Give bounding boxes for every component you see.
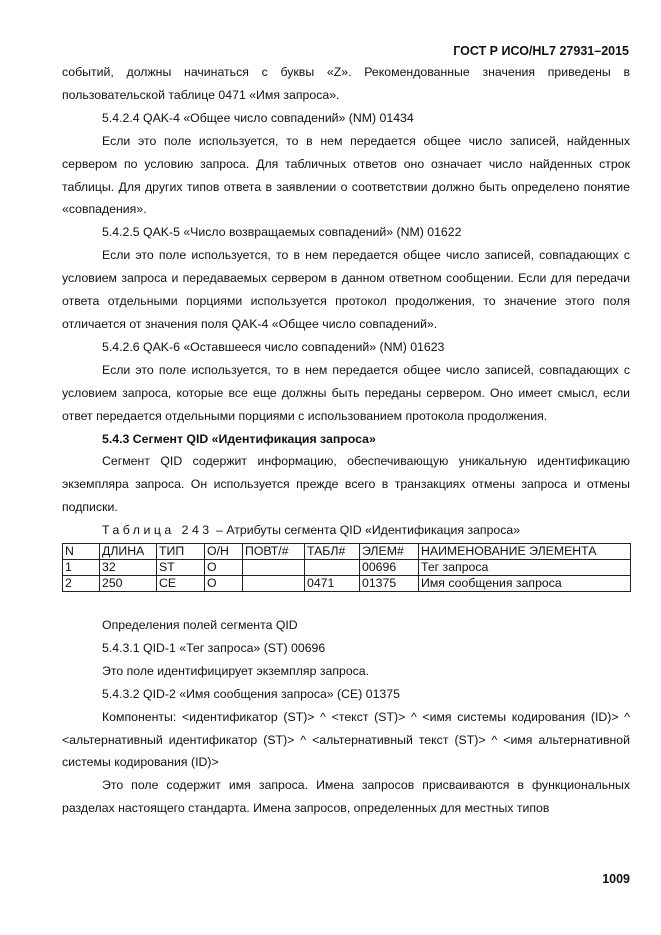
table-caption-label: Таблица 243 [102, 523, 213, 538]
table-cell: ST [157, 560, 205, 576]
paragraph: Это поле идентифицирует экземпляр запроса. [102, 663, 370, 678]
table-cell: 2 [63, 576, 100, 592]
section-heading: Определения полей сегмента QID [102, 618, 298, 633]
section-title: 5.4.3 Сегмент QID «Идентификация запроса» [102, 431, 376, 446]
table-header-row [63, 544, 631, 560]
table-cell: Тег запроса [419, 560, 631, 576]
paragraph: Компоненты: <идентификатор (ST)> ^ <текст (ST)> ^ <имя системы кодирования (ID)> ^ <альтернативный идентификатор (ST)> ^ <альтернативный текст (ST)> ^ <имя альтернативной системы кодирования (ID)> [62, 709, 630, 770]
paragraph: Если это поле используется, то в нем передается общее число записей, найденных сервером по условию запроса. Для табличных ответов оно означает число найденных строк таблицы. Для других типов ответа в заявлении о соответствии должно быть определено понятие «совпадения». [62, 133, 630, 217]
section-heading: 5.4.2.4 QAK-4 «Общее число совпадений» (NM) 01434 [102, 110, 414, 125]
table-cell: 1 [63, 560, 100, 576]
paragraph: событий, должны начинаться с буквы «Z». Рекомендованные значения приведены в пользовательской таблице 0471 «Имя запроса». [62, 65, 630, 102]
paragraph: Если это поле используется, то в нем передается общее число записей, совпадающих с условием запроса и передаваемых сервером в данном ответном сообщении. Если для передачи ответа отдельными порциями используется протокол продолжения, то значение этого поля отличается от значения поля QAK-4 «Общее число совпадений». [62, 248, 630, 331]
table-caption [62, 519, 630, 542]
table-cell: Имя сообщения запроса [419, 576, 631, 592]
column-header: ТАБЛ# [305, 544, 360, 560]
table-cell: 0471 [305, 576, 360, 592]
page-number: 1009 [602, 872, 630, 886]
table-cell: О [205, 560, 243, 576]
table-cell [305, 560, 360, 576]
section-heading: 5.4.3.2 QID-2 «Имя сообщения запроса» (CE) 01375 [102, 686, 400, 701]
column-header: N [63, 544, 100, 560]
section-heading: 5.4.2.6 QAK-6 «Оставшееся число совпадений» (NM) 01623 [102, 339, 445, 354]
table-cell [243, 576, 305, 592]
column-header: ТИП [157, 544, 205, 560]
table-cell: 32 [100, 560, 157, 576]
running-header: ГОСТ Р ИСО/HL7 27931–2015 [453, 44, 629, 58]
attributes-table [62, 543, 631, 592]
page-body [62, 61, 630, 820]
column-header: НАИМЕНОВАНИЕ ЭЛЕМЕНТА [419, 544, 631, 560]
table-row [63, 576, 631, 592]
paragraph: Если это поле используется, то в нем передается общее число записей, совпадающих с условием запроса, которые все еще должны быть переданы сервером. Оно имеет смысл, если ответ передается отдельными порциями с использованием протокола продолжения. [62, 362, 630, 423]
column-header: ПОВТ/# [243, 544, 305, 560]
table-cell: 01375 [360, 576, 419, 592]
column-header: ДЛИНА [100, 544, 157, 560]
table-cell: CE [157, 576, 205, 592]
section-heading: 5.4.3.1 QID-1 «Тег запроса» (ST) 00696 [102, 640, 326, 655]
column-header: О/Н [205, 544, 243, 560]
table-cell: О [205, 576, 243, 592]
section-heading: 5.4.2.5 QAK-5 «Число возвращаемых совпадений» (NM) 01622 [102, 225, 462, 240]
table-caption-text: – Атрибуты сегмента QID «Идентификация запроса» [212, 523, 521, 538]
table-cell: 250 [100, 576, 157, 592]
column-header: ЭЛЕМ# [360, 544, 419, 560]
paragraph: Сегмент QID содержит информацию, обеспечивающую уникальную идентификацию экземпляра запроса. Он используется прежде всего в транзакциях отмены запроса и отмены подписки. [62, 454, 630, 515]
table-row [63, 560, 631, 576]
table-cell [243, 560, 305, 576]
paragraph: Это поле содержит имя запроса. Имена запросов присваиваются в функциональных разделах настоящего стандарта. Имена запросов, определенных для местных типов [62, 778, 630, 816]
table-cell: 00696 [360, 560, 419, 576]
